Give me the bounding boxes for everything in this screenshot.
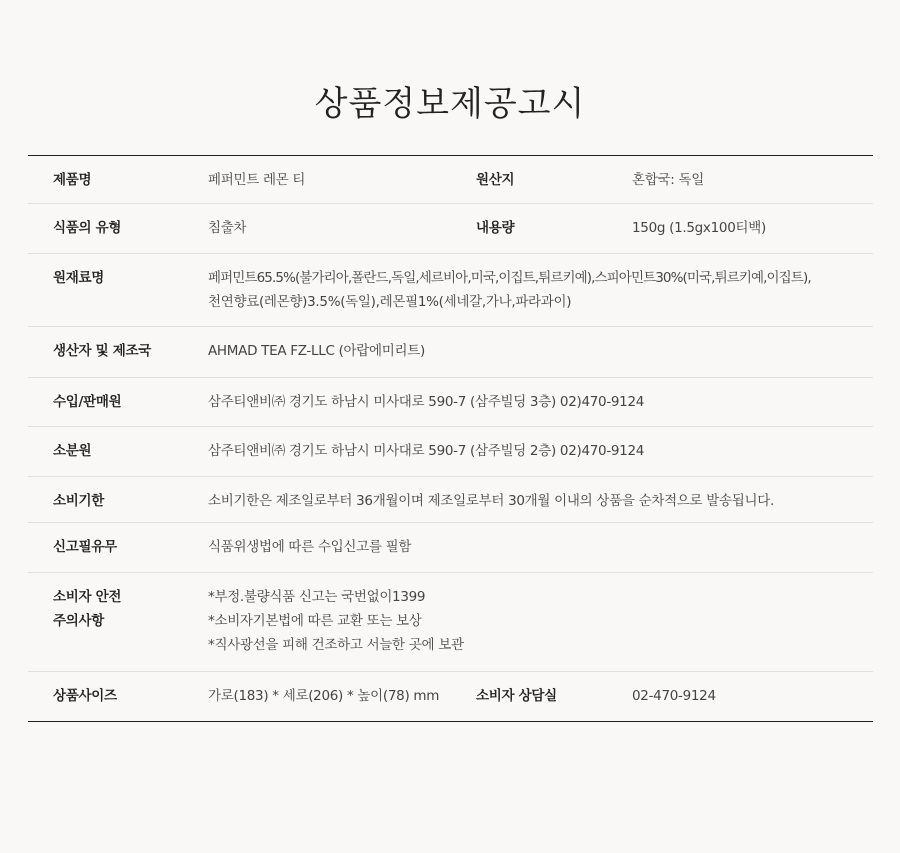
table-row [28, 204, 873, 254]
consult-label: 소비자 상담실 [476, 688, 557, 704]
origin-value: 혼합국: 독일 [632, 172, 704, 188]
ingredients-label: 원재료명 [53, 270, 104, 286]
expiry-label: 소비기한 [53, 493, 104, 509]
safety-label-line: 주의사항 [53, 613, 104, 629]
safety-label-line: 소비자 안전 [53, 589, 122, 605]
size-label: 상품사이즈 [53, 688, 117, 704]
origin-label: 원산지 [476, 172, 515, 188]
report-label: 신고필유무 [53, 539, 117, 555]
volume-label: 내용량 [476, 220, 515, 236]
ingredients-line: 페퍼민트65.5%(불가리아,폴란드,독일,세르비아,미국,이집트,튀르키예),스피아민트30%(미국,튀르키예,이집트), [208, 270, 811, 286]
safety-note: *직사광선을 피해 건조하고 서늘한 곳에 보관 [208, 637, 464, 653]
consult-value: 02-470-9124 [632, 688, 716, 704]
subdivider-value: 삼주티앤비㈜ 경기도 하남시 미사대로 590-7 (삼주빌딩 2층) 02)470-9124 [208, 443, 645, 459]
page-title: 상품정보제공고시 [314, 84, 586, 124]
safety-note: *소비자기본법에 따른 교환 또는 보상 [208, 613, 422, 629]
importer-value: 삼주티앤비㈜ 경기도 하남시 미사대로 590-7 (삼주빌딩 3층) 02)470-9124 [208, 394, 645, 410]
table-row [28, 327, 873, 378]
safety-label [28, 573, 208, 671]
table-row [28, 523, 873, 573]
table-row [28, 427, 873, 477]
food-type-value: 침출차 [208, 220, 247, 236]
manufacturer-label: 생산자 및 제조국 [53, 343, 151, 359]
table-row [28, 378, 873, 427]
food-type-label: 식품의 유형 [53, 220, 122, 236]
safety-note: *부정.불량식품 신고는 국번없이1399 [208, 589, 426, 605]
report-value: 식품위생법에 따른 수입신고를 필함 [208, 539, 412, 555]
volume-value: 150g (1.5gx100티백) [632, 220, 766, 236]
manufacturer-value: AHMAD TEA FZ-LLC (아랍에미리트) [208, 343, 425, 359]
ingredients-line: 천연향료(레몬향)3.5%(독일),레몬필1%(세네갈,가나,파라과이) [208, 294, 572, 310]
expiry-value: 소비기한은 제조일로부터 36개월이며 제조일로부터 30개월 이내의 상품을 순차적으로 발송됩니다. [208, 493, 774, 509]
product-name-value: 페퍼민트 레몬 티 [208, 172, 306, 188]
subdivider-label: 소분원 [53, 443, 92, 459]
table-row [28, 156, 873, 204]
safety-value [208, 573, 873, 671]
product-info-table [28, 155, 873, 722]
size-value: 가로(183) * 세로(206) * 높이(78) mm [208, 688, 440, 704]
product-name-label: 제품명 [53, 172, 92, 188]
table-row [28, 254, 873, 327]
ingredients-value [208, 254, 873, 326]
importer-label: 수입/판매원 [53, 394, 122, 410]
table-row [28, 672, 873, 721]
table-row [28, 477, 873, 523]
table-row [28, 573, 873, 672]
